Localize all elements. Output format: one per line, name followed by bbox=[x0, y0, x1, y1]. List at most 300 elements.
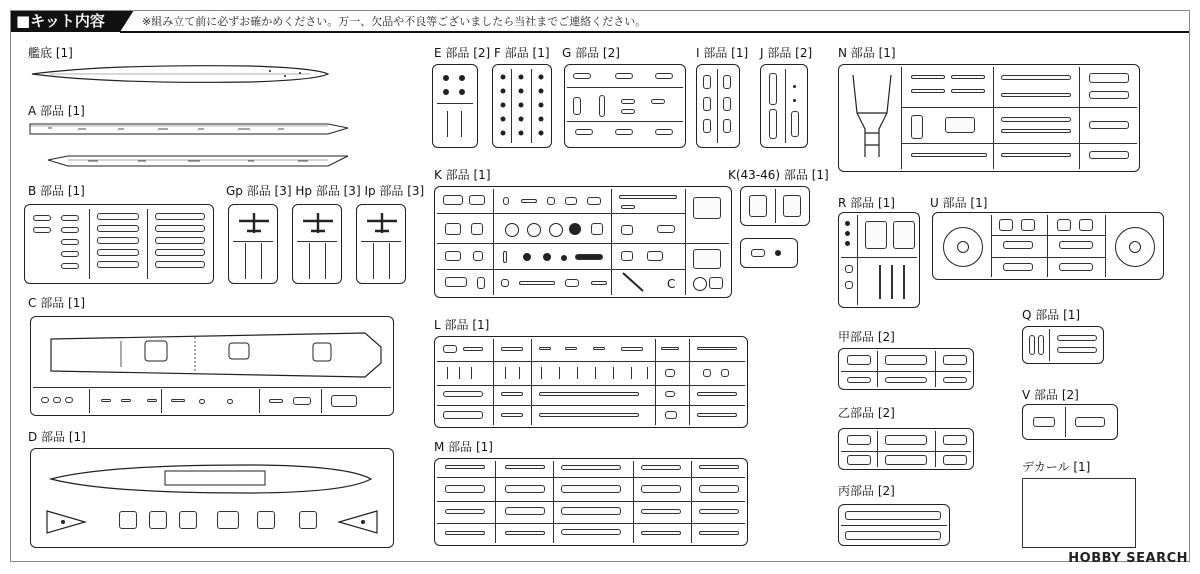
title-notch bbox=[120, 10, 134, 32]
l-part bbox=[565, 347, 577, 350]
l-part bbox=[665, 369, 675, 377]
kou-part bbox=[943, 377, 967, 383]
q-runner bbox=[1022, 326, 1104, 364]
otsu-part bbox=[847, 435, 871, 445]
ip-aircraft bbox=[365, 211, 399, 235]
g-part bbox=[575, 129, 593, 135]
n-part bbox=[1089, 121, 1129, 129]
m-divider bbox=[553, 461, 554, 543]
c-divider bbox=[259, 389, 260, 413]
m-part bbox=[561, 465, 621, 470]
r-part bbox=[845, 231, 850, 236]
m-divider bbox=[691, 461, 692, 543]
b-divider bbox=[147, 209, 148, 279]
b-part bbox=[61, 263, 79, 269]
k-part bbox=[477, 277, 485, 289]
r-divider bbox=[857, 215, 858, 305]
ip-divider bbox=[389, 243, 390, 279]
d-part bbox=[179, 511, 197, 529]
kou-divider bbox=[841, 371, 971, 372]
c-divider bbox=[33, 387, 391, 388]
r-part bbox=[845, 241, 850, 246]
n-part bbox=[951, 75, 985, 79]
q-part bbox=[1029, 335, 1035, 355]
n-part bbox=[911, 115, 923, 139]
k-part bbox=[519, 281, 555, 285]
k-part bbox=[693, 249, 721, 269]
b-part bbox=[61, 227, 79, 233]
l-part bbox=[647, 367, 648, 379]
n-part bbox=[1001, 75, 1071, 80]
k-part bbox=[527, 223, 541, 237]
hp-divider bbox=[325, 243, 326, 279]
k-part bbox=[621, 225, 633, 235]
l-part bbox=[443, 345, 457, 353]
section-title: ■キット内容 bbox=[10, 10, 120, 32]
k-part bbox=[521, 199, 537, 203]
l-part bbox=[613, 367, 614, 379]
l-part bbox=[471, 367, 472, 379]
m-part bbox=[505, 465, 545, 469]
k-divider bbox=[437, 213, 685, 214]
k-part bbox=[619, 195, 677, 199]
n-runner bbox=[838, 64, 1140, 172]
j-part bbox=[769, 73, 777, 105]
kou-divider bbox=[877, 351, 878, 387]
k-part bbox=[523, 253, 531, 261]
k-divider bbox=[685, 189, 686, 295]
hei-divider bbox=[841, 525, 947, 526]
b-part bbox=[97, 261, 139, 268]
m-divider bbox=[437, 477, 745, 478]
k-part bbox=[621, 205, 635, 209]
n-part bbox=[945, 117, 975, 133]
c-flight-deck bbox=[45, 327, 385, 383]
k43-part bbox=[749, 195, 767, 217]
g-part bbox=[621, 109, 635, 114]
m-part bbox=[505, 531, 545, 535]
m-divider bbox=[633, 461, 634, 543]
k-part bbox=[621, 271, 645, 293]
label-j: J 部品 [2] bbox=[760, 46, 813, 60]
m-part bbox=[641, 509, 681, 514]
m-part bbox=[445, 531, 485, 535]
r-part bbox=[891, 265, 893, 299]
b-part bbox=[61, 251, 79, 257]
i-part bbox=[703, 97, 711, 111]
l-part bbox=[697, 347, 737, 350]
otsu-part bbox=[943, 455, 967, 465]
k-part bbox=[591, 281, 607, 285]
r-part bbox=[845, 221, 850, 226]
l-divider bbox=[531, 339, 532, 425]
label-gp-hp-ip: Gp 部品 [3] Hp 部品 [3] Ip 部品 [3] bbox=[226, 184, 425, 198]
m-runner bbox=[434, 458, 748, 546]
k-part bbox=[561, 255, 567, 261]
k43-divider bbox=[775, 189, 776, 223]
ip-divider bbox=[361, 241, 401, 242]
u-wheel-hub bbox=[957, 241, 969, 253]
m-divider bbox=[437, 501, 745, 502]
l-part bbox=[443, 411, 483, 419]
c-part bbox=[65, 397, 73, 403]
k-part bbox=[543, 253, 551, 261]
e-runner bbox=[432, 64, 478, 148]
label-c: C 部品 [1] bbox=[28, 296, 86, 310]
c-part bbox=[121, 399, 131, 402]
label-b: B 部品 [1] bbox=[28, 184, 85, 198]
d-stern-part bbox=[335, 507, 381, 537]
g-part bbox=[621, 99, 635, 104]
m-part bbox=[699, 465, 739, 469]
label-v: V 部品 [2] bbox=[1022, 388, 1079, 402]
j-part bbox=[769, 109, 777, 139]
otsu-part bbox=[885, 455, 927, 465]
i-part bbox=[723, 119, 731, 133]
n-divider bbox=[1079, 67, 1080, 169]
label-f: F 部品 [1] bbox=[494, 46, 550, 60]
u-part bbox=[1059, 241, 1093, 249]
hei-part bbox=[845, 531, 941, 540]
otsu-divider bbox=[877, 431, 878, 467]
k43-part bbox=[775, 250, 781, 256]
u-divider bbox=[991, 257, 1105, 258]
m-part bbox=[699, 531, 739, 535]
k43-runner-small bbox=[740, 238, 798, 268]
d-part bbox=[119, 511, 137, 529]
n-part bbox=[1001, 153, 1071, 157]
k-letter-c: C bbox=[667, 277, 676, 291]
otsu-part bbox=[885, 435, 927, 445]
c-part bbox=[293, 397, 311, 405]
l-part bbox=[443, 391, 483, 397]
hei-part bbox=[845, 511, 941, 520]
g-divider bbox=[567, 87, 683, 88]
label-hull-bottom: 艦底 [1] bbox=[28, 46, 73, 60]
label-decal: デカール [1] bbox=[1022, 460, 1091, 474]
decal-sheet bbox=[1022, 478, 1136, 548]
e-part bbox=[443, 75, 449, 81]
c-part bbox=[199, 399, 205, 404]
k43-runner bbox=[740, 186, 810, 226]
n-part bbox=[1001, 129, 1071, 133]
l-part bbox=[661, 347, 679, 350]
hp-divider bbox=[297, 241, 337, 242]
gp-divider bbox=[245, 243, 246, 279]
u-runner bbox=[932, 212, 1164, 280]
k-divider bbox=[437, 269, 685, 270]
i-runner bbox=[696, 64, 740, 148]
l-part bbox=[721, 369, 729, 377]
k-part bbox=[469, 195, 485, 205]
n-part bbox=[911, 153, 987, 157]
b-divider bbox=[89, 209, 90, 279]
l-runner bbox=[434, 336, 748, 428]
label-k: K 部品 [1] bbox=[434, 168, 491, 182]
l-part bbox=[697, 413, 737, 417]
l-divider bbox=[493, 339, 494, 425]
otsu-part bbox=[943, 435, 967, 445]
u-wheel-hub bbox=[1129, 241, 1141, 253]
l-part bbox=[577, 367, 578, 379]
u-part bbox=[1003, 263, 1033, 271]
q-divider bbox=[1049, 329, 1050, 361]
k-divider bbox=[611, 189, 612, 295]
l-divider bbox=[437, 361, 745, 362]
g-part bbox=[655, 129, 673, 135]
l-part bbox=[519, 367, 520, 379]
k-part bbox=[505, 223, 519, 237]
e-part bbox=[459, 89, 465, 95]
k-part bbox=[591, 223, 603, 235]
c-part bbox=[147, 399, 157, 402]
n-part bbox=[1089, 73, 1129, 83]
otsu-runner bbox=[838, 428, 974, 470]
l-part bbox=[541, 367, 542, 379]
r-part bbox=[845, 265, 853, 273]
k-part bbox=[445, 251, 461, 261]
e-part bbox=[461, 111, 462, 137]
label-g: G 部品 [2] bbox=[562, 46, 620, 60]
b-part bbox=[61, 215, 79, 221]
k-part bbox=[693, 197, 721, 219]
q-part bbox=[1057, 335, 1097, 341]
u-divider bbox=[991, 235, 1105, 236]
l-part bbox=[593, 347, 605, 350]
kou-divider bbox=[935, 351, 936, 387]
c-part bbox=[331, 395, 357, 407]
otsu-divider bbox=[841, 451, 971, 452]
label-m: M 部品 [1] bbox=[434, 440, 493, 454]
g-divider bbox=[567, 121, 683, 122]
m-part bbox=[505, 507, 545, 515]
l-part bbox=[621, 347, 643, 351]
u-divider bbox=[1047, 215, 1048, 277]
b-part bbox=[61, 239, 79, 245]
m-part bbox=[445, 485, 485, 493]
u-part bbox=[1021, 219, 1035, 231]
j-part bbox=[793, 85, 796, 88]
r-part bbox=[893, 221, 915, 249]
label-l: L 部品 [1] bbox=[434, 318, 490, 332]
b-part bbox=[155, 213, 205, 220]
k-part bbox=[547, 197, 555, 205]
d-part bbox=[149, 511, 167, 529]
l-part bbox=[539, 347, 551, 350]
c-divider bbox=[321, 389, 322, 413]
r-part bbox=[845, 281, 853, 289]
k-part bbox=[693, 277, 707, 291]
m-part bbox=[641, 465, 681, 470]
k-part bbox=[621, 251, 633, 261]
m-part bbox=[641, 485, 681, 493]
k43-part bbox=[783, 195, 801, 217]
b-part bbox=[33, 227, 51, 233]
l-part bbox=[501, 347, 523, 351]
k-divider bbox=[493, 189, 494, 295]
n-divider bbox=[901, 143, 1137, 144]
kou-part bbox=[847, 355, 871, 365]
k-part bbox=[443, 195, 463, 205]
d-runner bbox=[30, 448, 394, 548]
k-part bbox=[549, 223, 563, 237]
k-part bbox=[587, 197, 601, 205]
u-part bbox=[1057, 219, 1071, 231]
label-a: A 部品 [1] bbox=[28, 104, 85, 118]
watermark-logo: HOBBY SEARCH bbox=[1068, 551, 1188, 566]
label-k43: K(43-46) 部品 [1] bbox=[728, 168, 829, 182]
hp-runner bbox=[292, 204, 342, 284]
l-part bbox=[463, 347, 483, 351]
l-divider bbox=[655, 339, 656, 425]
kou-part bbox=[943, 355, 967, 365]
g-part bbox=[615, 73, 633, 79]
b-part bbox=[155, 237, 205, 244]
i-part bbox=[723, 75, 731, 89]
k43-part bbox=[751, 249, 765, 257]
d-part bbox=[299, 511, 317, 529]
c-part bbox=[53, 397, 61, 403]
l-part bbox=[697, 392, 737, 396]
m-part bbox=[561, 529, 621, 535]
label-d: D 部品 [1] bbox=[28, 430, 86, 444]
g-part bbox=[651, 99, 665, 104]
n-part bbox=[1089, 91, 1129, 99]
c-runner bbox=[30, 316, 394, 416]
hull-bottom-part bbox=[30, 62, 330, 86]
r-runner bbox=[838, 212, 920, 308]
b-part bbox=[97, 213, 139, 220]
k-part bbox=[575, 254, 603, 260]
e-part bbox=[447, 111, 448, 137]
label-otsu: 乙部品 [2] bbox=[838, 406, 895, 420]
n-part bbox=[951, 89, 985, 93]
u-divider bbox=[991, 215, 992, 277]
l-part bbox=[539, 392, 639, 396]
n-part bbox=[911, 75, 945, 79]
m-part bbox=[445, 465, 485, 469]
otsu-divider bbox=[935, 431, 936, 467]
n-mast bbox=[845, 73, 899, 163]
d-part bbox=[217, 511, 239, 529]
k-part bbox=[503, 197, 509, 205]
l-divider bbox=[437, 385, 745, 386]
c-part bbox=[101, 399, 111, 402]
q-part bbox=[1038, 335, 1044, 355]
u-part bbox=[1003, 241, 1033, 249]
l-part bbox=[665, 411, 677, 419]
gp-divider bbox=[233, 241, 273, 242]
k-part bbox=[445, 223, 461, 235]
k-part bbox=[709, 277, 723, 289]
gp-aircraft bbox=[237, 211, 271, 235]
ip-runner bbox=[356, 204, 406, 284]
l-part bbox=[505, 367, 506, 379]
l-divider bbox=[689, 339, 690, 425]
kit-contents-header bbox=[10, 10, 1190, 36]
g-part bbox=[615, 129, 633, 135]
a-hull-sides bbox=[28, 120, 350, 176]
b-runner bbox=[24, 204, 214, 284]
label-kou: 甲部品 [2] bbox=[838, 330, 895, 344]
c-part bbox=[41, 397, 49, 403]
l-part bbox=[447, 367, 448, 379]
u-part bbox=[999, 219, 1013, 231]
hp-divider bbox=[309, 243, 310, 279]
m-divider bbox=[495, 461, 496, 543]
d-bow-part bbox=[43, 507, 89, 537]
r-divider bbox=[841, 257, 917, 258]
f-parts bbox=[497, 73, 549, 143]
gp-runner bbox=[228, 204, 278, 284]
ip-divider bbox=[373, 243, 374, 279]
m-part bbox=[699, 509, 739, 514]
k-part bbox=[647, 251, 663, 261]
b-part bbox=[155, 261, 205, 268]
g-part bbox=[573, 73, 591, 79]
l-part bbox=[665, 391, 675, 397]
e-part bbox=[459, 75, 465, 81]
label-e: E 部品 [2] bbox=[434, 46, 491, 60]
b-part bbox=[97, 249, 139, 256]
u-part bbox=[1059, 263, 1093, 271]
otsu-part bbox=[847, 455, 871, 465]
label-hei: 丙部品 [2] bbox=[838, 484, 895, 498]
l-part bbox=[703, 369, 711, 377]
f-runner bbox=[492, 64, 552, 148]
n-part bbox=[911, 89, 945, 93]
l-part bbox=[595, 367, 596, 379]
v-part bbox=[1075, 417, 1105, 427]
hei-runner bbox=[838, 504, 950, 546]
kou-part bbox=[885, 377, 927, 383]
r-part bbox=[903, 265, 905, 299]
v-divider bbox=[1065, 407, 1066, 437]
l-part bbox=[459, 367, 460, 379]
label-r: R 部品 [1] bbox=[838, 196, 895, 210]
d-part bbox=[257, 511, 275, 529]
j-part bbox=[791, 111, 799, 137]
k-part bbox=[471, 223, 483, 235]
header-rule bbox=[120, 31, 1190, 33]
r-part bbox=[879, 265, 881, 299]
k-part bbox=[473, 251, 483, 261]
label-u: U 部品 [1] bbox=[930, 196, 988, 210]
m-part bbox=[641, 531, 681, 535]
r-part bbox=[865, 221, 887, 249]
label-n: N 部品 [1] bbox=[838, 46, 896, 60]
k-part bbox=[501, 279, 509, 287]
j-divider bbox=[785, 69, 786, 143]
hp-aircraft bbox=[301, 211, 335, 235]
g-part bbox=[573, 97, 581, 115]
l-part bbox=[501, 392, 523, 396]
m-divider bbox=[437, 523, 745, 524]
v-part bbox=[1033, 417, 1055, 427]
l-part bbox=[539, 413, 639, 417]
b-part bbox=[155, 249, 205, 256]
j-runner bbox=[760, 64, 808, 148]
m-part bbox=[505, 485, 545, 493]
g-runner bbox=[564, 64, 686, 148]
u-divider bbox=[1105, 215, 1106, 277]
m-part bbox=[699, 485, 739, 493]
c-divider bbox=[161, 389, 162, 413]
i-part bbox=[703, 119, 711, 133]
q-part bbox=[1057, 347, 1097, 353]
n-part bbox=[1001, 117, 1071, 122]
kou-part bbox=[847, 377, 871, 383]
